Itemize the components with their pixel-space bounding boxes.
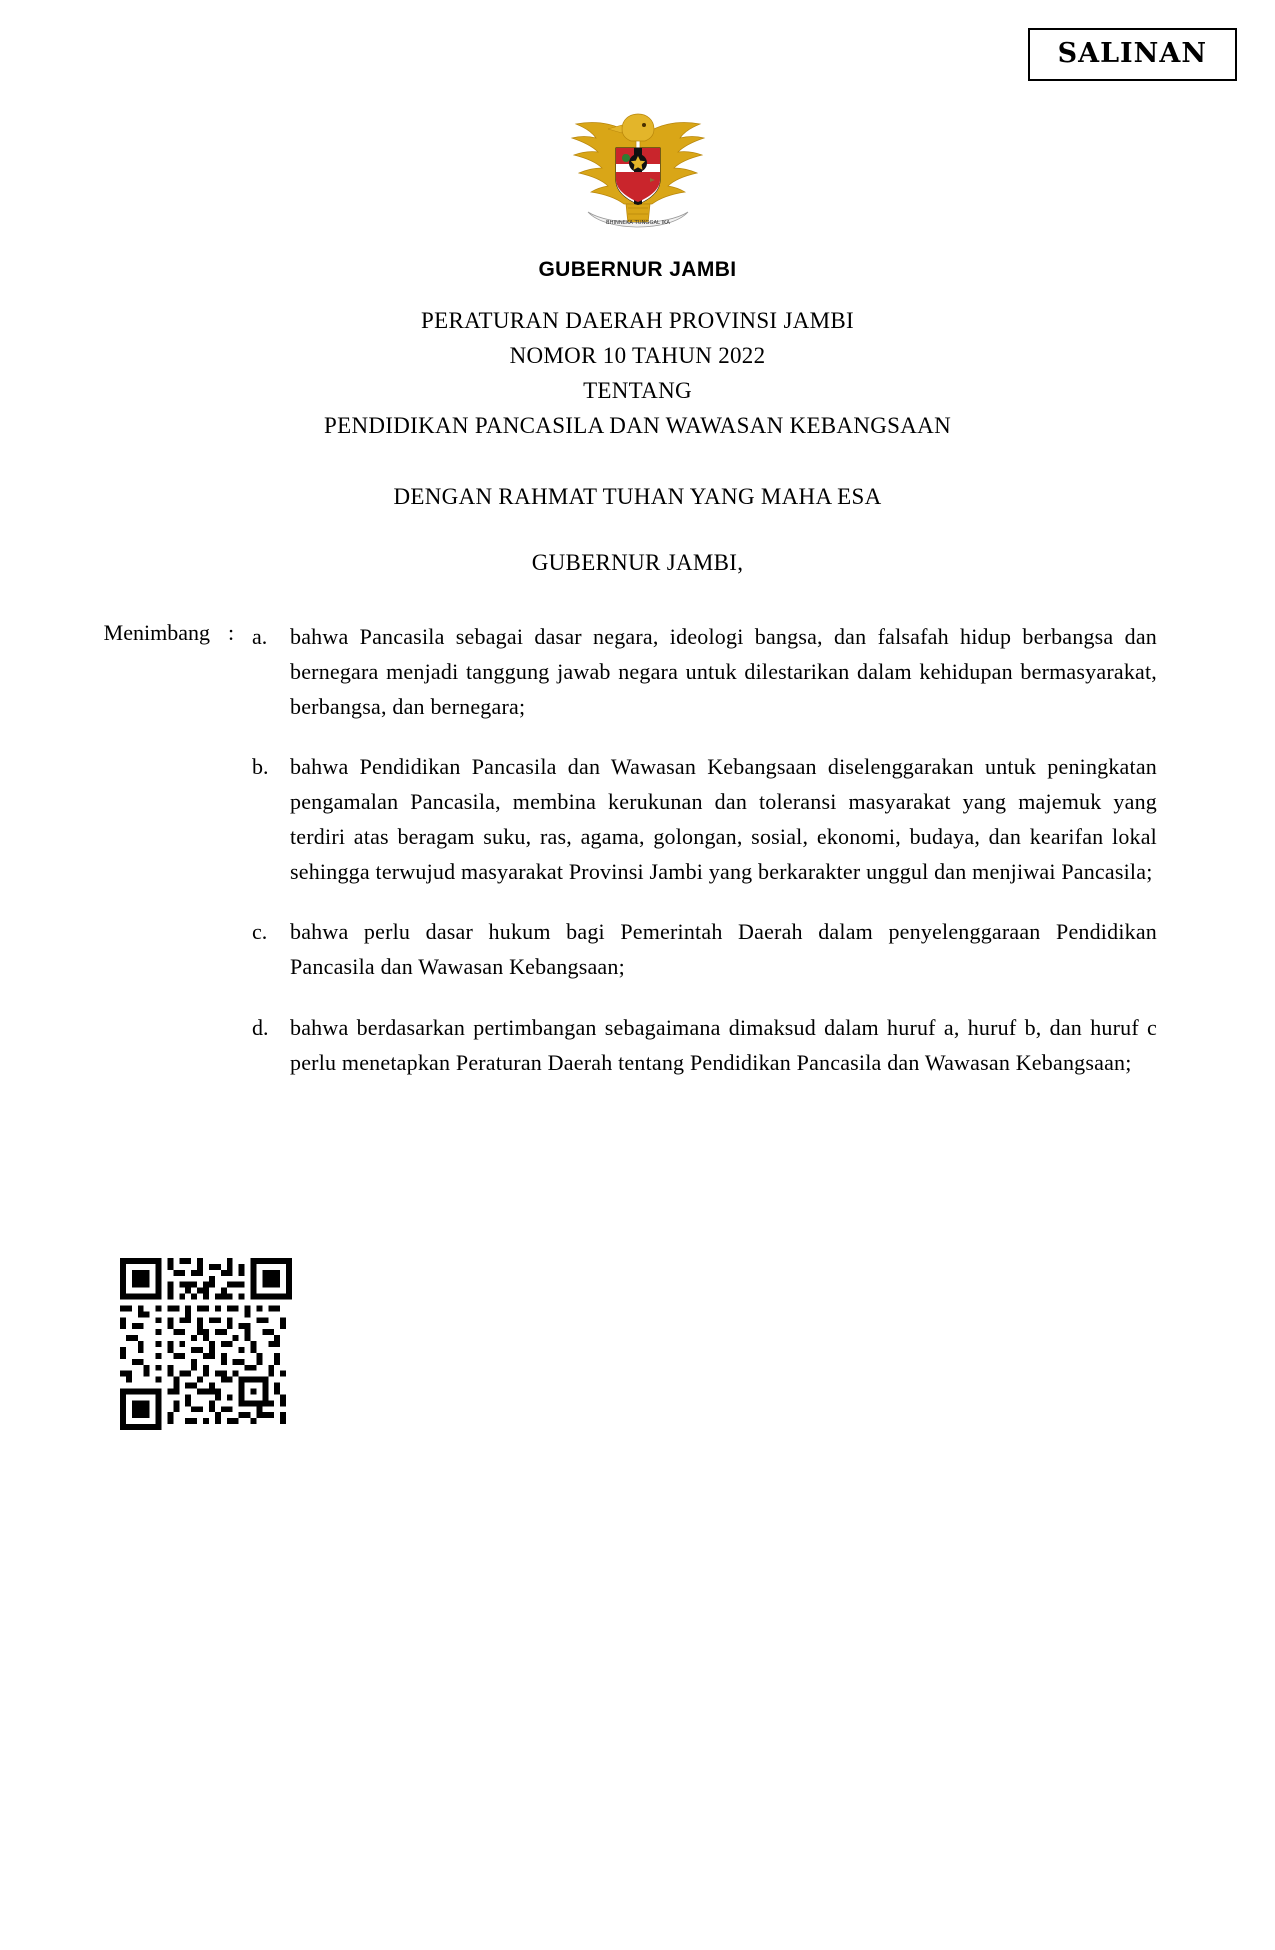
considering-label: Menimbang [103, 620, 210, 645]
regulation-number: NOMOR 10 TAHUN 2022 [509, 342, 766, 368]
qr-code-icon [120, 1258, 292, 1430]
garuda-pancasila-emblem-icon [558, 219, 718, 236]
blessing-line: DENGAN RAHMAT TUHAN YANG MAHA ESA [393, 483, 882, 509]
signatory-line: GUBERNUR JAMBI, [531, 549, 744, 575]
salinan-stamp: SALINAN [1028, 28, 1237, 81]
svg-text:BHINNEKA TUNGGAL IKA: BHINNEKA TUNGGAL IKA [605, 220, 670, 226]
regulation-type: PERATURAN DAERAH PROVINSI JAMBI [421, 308, 854, 333]
item-text: bahwa perlu dasar hukum bagi Pemerintah Daerah dalam penyelenggaraan Pendidikan Pancasila dan Wawasan Kebangsaan; [290, 919, 1157, 979]
institution-title: GUBERNUR JAMBI [538, 258, 737, 281]
garuda-emblem-container [0, 108, 1275, 237]
considering-section [0, 620, 1275, 1080]
considering-item [252, 1011, 1157, 1081]
considering-items [252, 620, 1275, 1080]
considering-colon: : [227, 620, 235, 645]
item-marker: a. [252, 624, 268, 649]
item-text: bahwa berdasarkan pertimbangan sebagaimana dimaksud dalam huruf a, huruf b, dan huruf c perlu menetapkan Peraturan Daerah tentang Pendidikan Pancasila dan Wawasan Kebangsaan; [290, 1014, 1157, 1075]
item-text: bahwa Pendidikan Pancasila dan Wawasan Kebangsaan diselenggarakan untuk peningkatan pengamalan Pancasila, membina kerukunan dan toleransi masyarakat yang majemuk yang terdiri atas beragam suku, ras, agama, golongan, sosial, ekonomi, budaya, dan kearifan lokal sehingga terwujud masyarakat Provinsi Jambi yang berkarakter unggul dan menjiwai Pancasila; [290, 754, 1157, 884]
item-marker: c. [252, 919, 268, 945]
document-heading [0, 258, 1275, 576]
item-text: bahwa Pancasila sebagai dasar negara, ideologi bangsa, dan falsafah hidup berbangsa dan bernegara menjadi tanggung jawab negara untuk dilestarikan dalam kehidupan bermasyarakat, berbangsa, dan bernegara; [290, 624, 1157, 719]
item-marker: d. [252, 1014, 269, 1040]
regulation-subject: PENDIDIKAN PANCASILA DAN WAWASAN KEBANGSAAN [324, 412, 951, 438]
considering-item [252, 750, 1157, 889]
considering-item [252, 620, 1157, 724]
considering-item [252, 915, 1157, 985]
about-label: TENTANG [583, 377, 692, 403]
item-marker: b. [252, 754, 269, 780]
